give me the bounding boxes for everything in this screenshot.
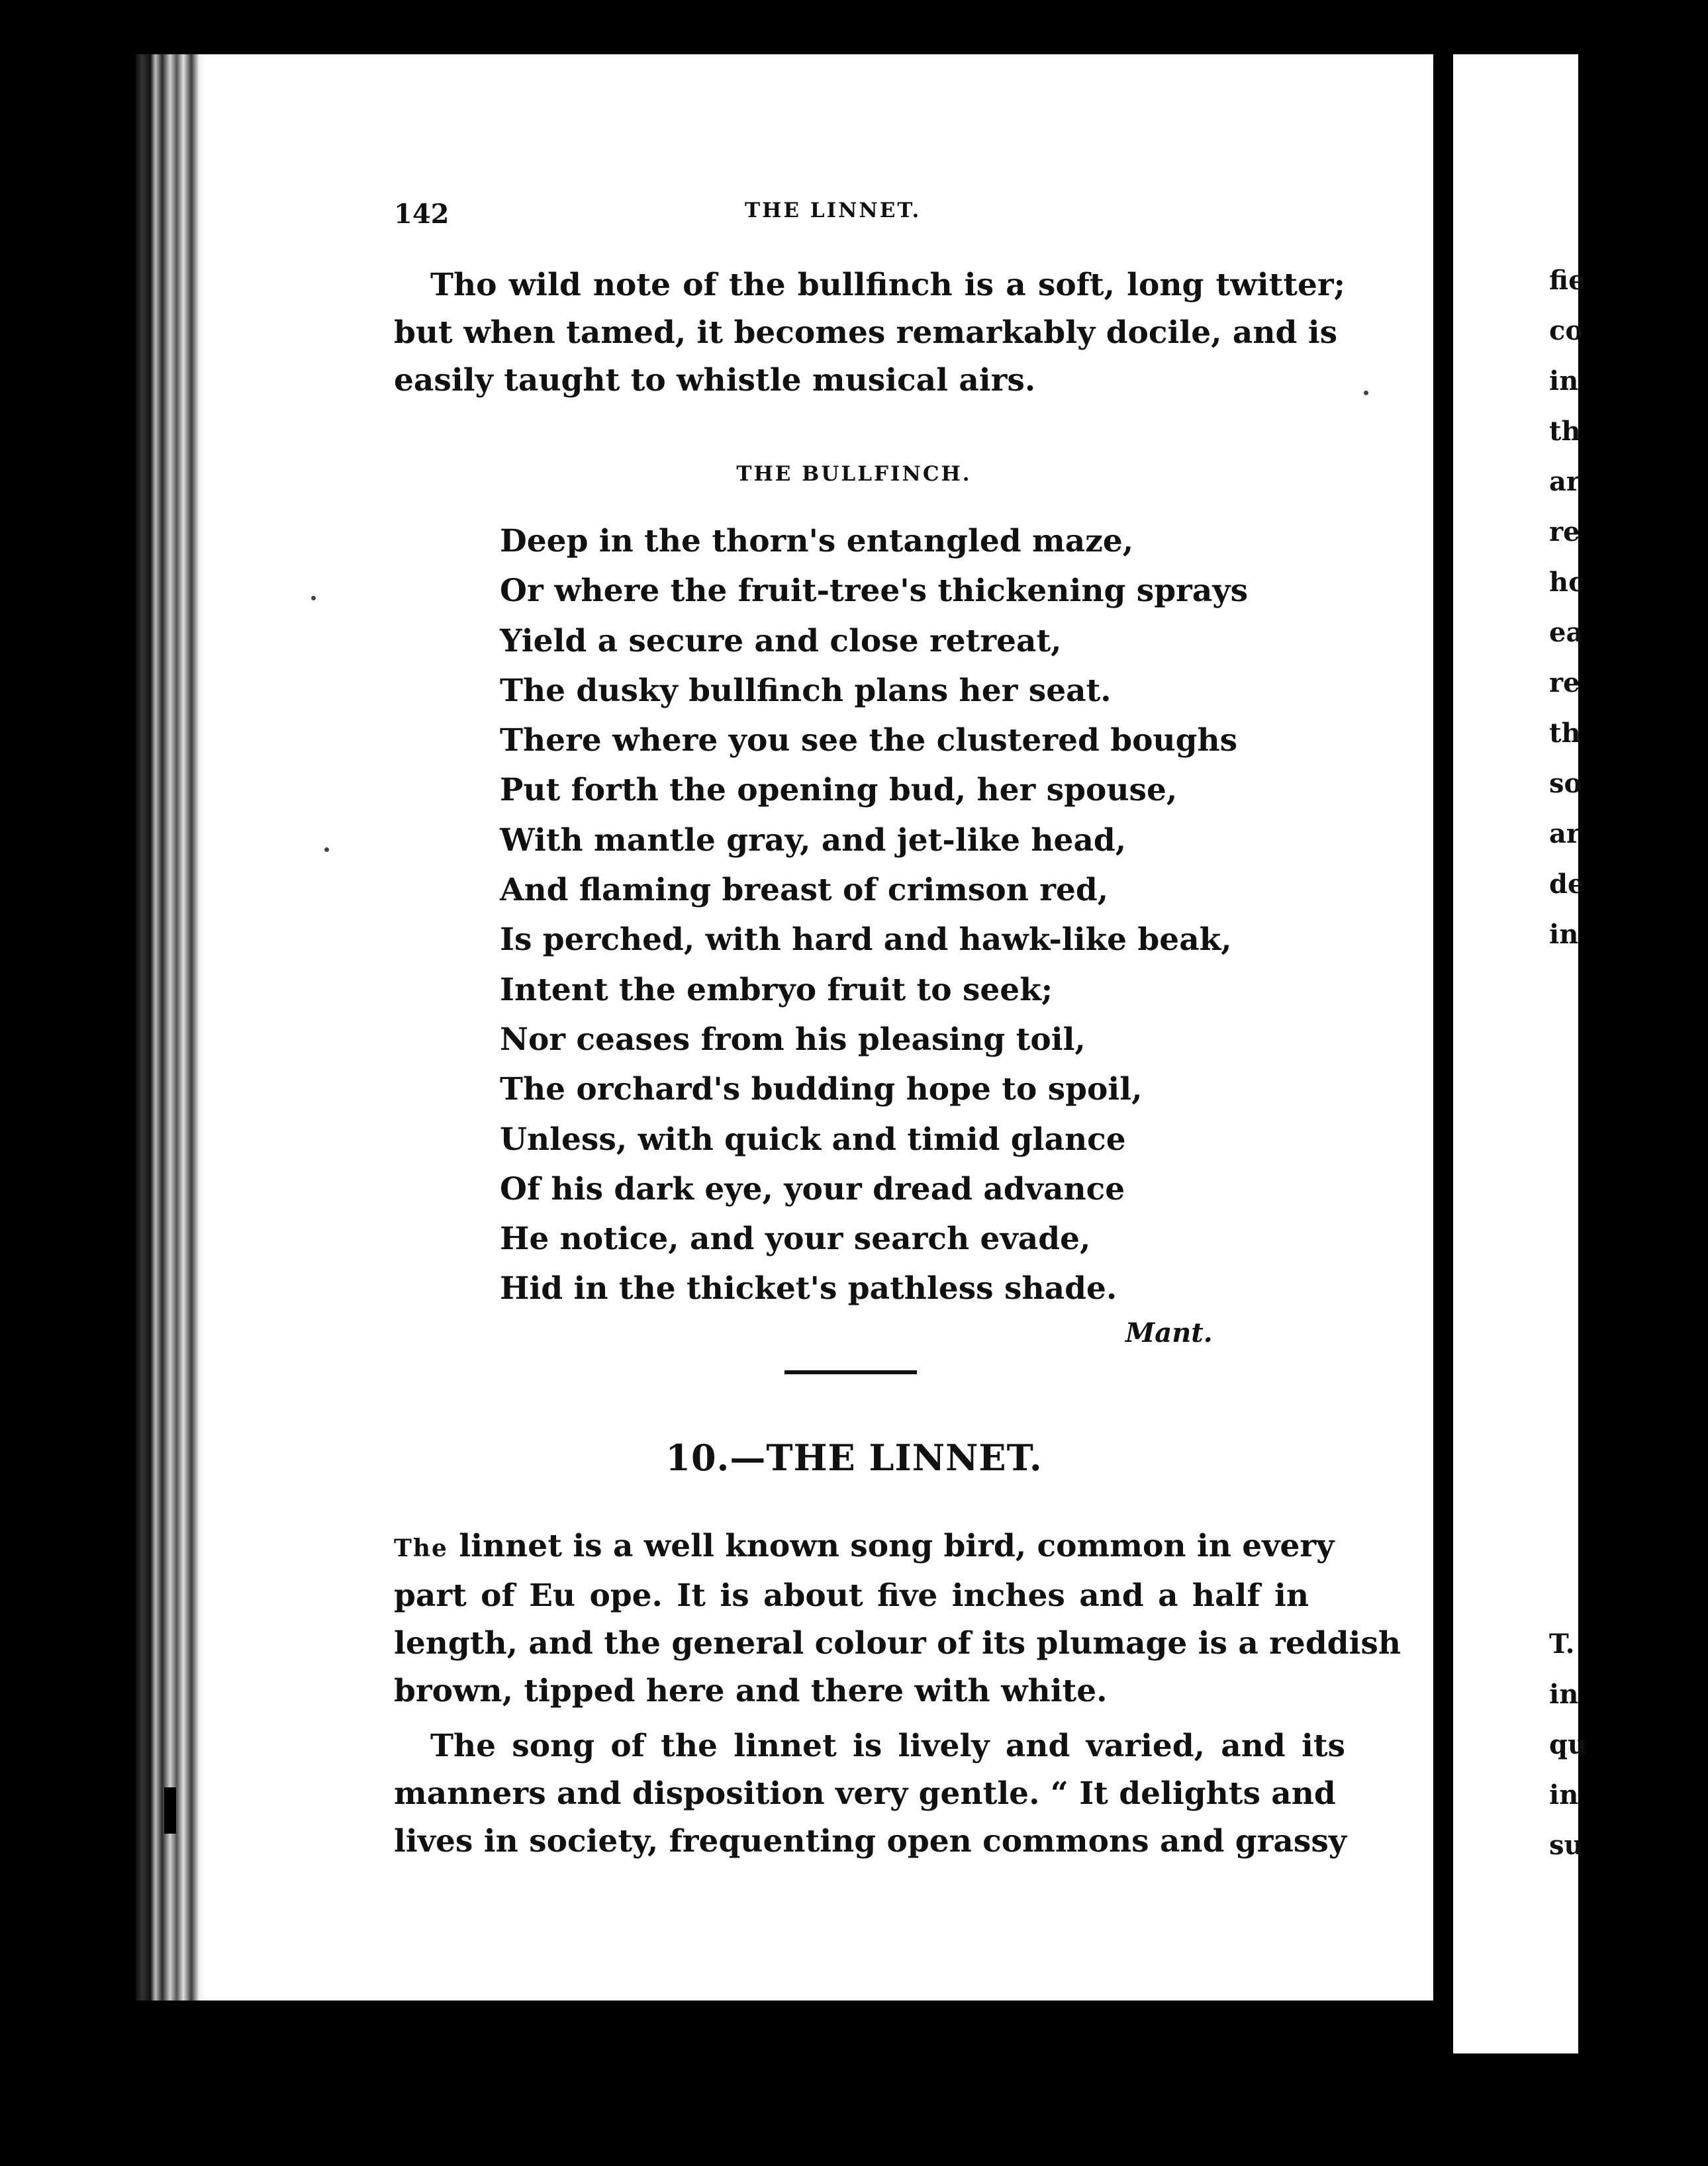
poem-line: Put forth the opening bud, her spouse, — [500, 772, 1178, 809]
text-line: length, and the general colour of its plumage is a reddish — [394, 1625, 1401, 1662]
section-paragraph-2 — [394, 1722, 1345, 1770]
facing-page-fragment: re — [1549, 516, 1580, 547]
poem-author: Mant. — [1125, 1317, 1213, 1348]
facing-page-fragment: ar — [1549, 466, 1580, 497]
facing-page-fragment: in — [1549, 1679, 1579, 1710]
poem-line: And flaming breast of crimson red, — [500, 872, 1109, 909]
page-number: 142 — [394, 199, 450, 230]
facing-page-fragment: T. — [1549, 1628, 1575, 1660]
poem-line: Nor ceases from his pleasing toil, — [500, 1021, 1086, 1058]
poem-line: Unless, with quick and timid glance — [500, 1121, 1126, 1158]
running-head: THE LINNET. — [745, 199, 922, 222]
scan-bottom-border — [0, 2001, 1453, 2166]
text-line: brown, tipped here and there with white. — [394, 1673, 1108, 1709]
binding-mark — [164, 1787, 176, 1834]
facing-page-fragment: su — [1549, 1830, 1584, 1861]
facing-page-fragment: fie — [1549, 265, 1586, 296]
facing-page-fragment: in — [1549, 365, 1579, 397]
section-paragraph-2-cont — [394, 1770, 1347, 1865]
text-line: lives in society, frequenting open commons and grassy — [394, 1823, 1347, 1860]
poem-line: The dusky bullfinch plans her seat. — [500, 672, 1112, 709]
facing-page-fragment: in — [1549, 919, 1579, 950]
section-title: 10.—THE LINNET. — [665, 1436, 1043, 1479]
facing-page-fragment: qu — [1549, 1729, 1588, 1760]
book-binding — [136, 54, 205, 2001]
facing-page-fragment: de — [1549, 869, 1585, 900]
text-line: manners and disposition very gentle. “ It delights and — [394, 1775, 1336, 1812]
poem-line: With mantle gray, and jet-like head, — [500, 822, 1127, 859]
text-line — [394, 1523, 1335, 1572]
poem-line: Deep in the thorn's entangled maze, — [500, 523, 1134, 559]
facing-page-fragment: ea — [1549, 617, 1584, 648]
scan-speck — [1364, 391, 1368, 395]
poem-line: Intent the embryo fruit to seek; — [500, 971, 1053, 1008]
poem-title: THE BULLFINCH. — [736, 462, 972, 486]
facing-page-fragment: co — [1549, 315, 1584, 346]
text-line-rest: linnet is a well known song bird, common in every — [448, 1528, 1335, 1564]
poem-line: Is perched, with hard and hawk-like beak, — [500, 921, 1232, 959]
scan-speck — [311, 596, 316, 600]
facing-page-fragment: ar — [1549, 818, 1580, 849]
text-line: part of Eu ope. It is about five inches and a half in — [394, 1577, 1309, 1614]
poem-line: The orchard's budding hope to spoil, — [500, 1071, 1143, 1108]
facing-page-fragment: in — [1549, 1779, 1579, 1811]
poem-line: He notice, and your search evade, — [500, 1221, 1091, 1258]
scan-top-border — [0, 0, 1578, 53]
text-line: Tho wild note of the bullfinch is a soft, long twitter; — [430, 267, 1345, 303]
intro-paragraph — [394, 261, 1345, 309]
poem — [500, 516, 1248, 1314]
page-gutter — [1433, 40, 1453, 2059]
text-line: easily taught to whistle musical airs. — [394, 362, 1036, 399]
facing-page-fragment: so — [1549, 768, 1582, 799]
text-line: The song of the linnet is lively and varied, and its — [430, 1728, 1345, 1764]
section-divider — [784, 1370, 917, 1374]
scan-speck — [324, 847, 329, 852]
facing-page-fragment: re — [1549, 667, 1580, 698]
text-line: but when tamed, it becomes remarkably docile, and is — [394, 314, 1338, 351]
section-paragraph-1 — [394, 1523, 1401, 1715]
intro-paragraph-cont — [394, 309, 1338, 404]
facing-page-fragment: th — [1549, 416, 1581, 447]
poem-line: There where you see the clustered boughs — [500, 722, 1238, 759]
poem-line: Or where the fruit-tree's thickening sprays — [500, 573, 1249, 610]
facing-page-fragment: th — [1549, 718, 1581, 749]
poem-line: Yield a secure and close retreat, — [500, 622, 1062, 659]
drop-lead-word: The — [394, 1534, 448, 1562]
poem-line: Of his dark eye, your dread advance — [500, 1170, 1125, 1207]
facing-page-fragment: hc — [1549, 567, 1585, 598]
poem-line: Hid in the thicket's pathless shade. — [500, 1270, 1117, 1307]
